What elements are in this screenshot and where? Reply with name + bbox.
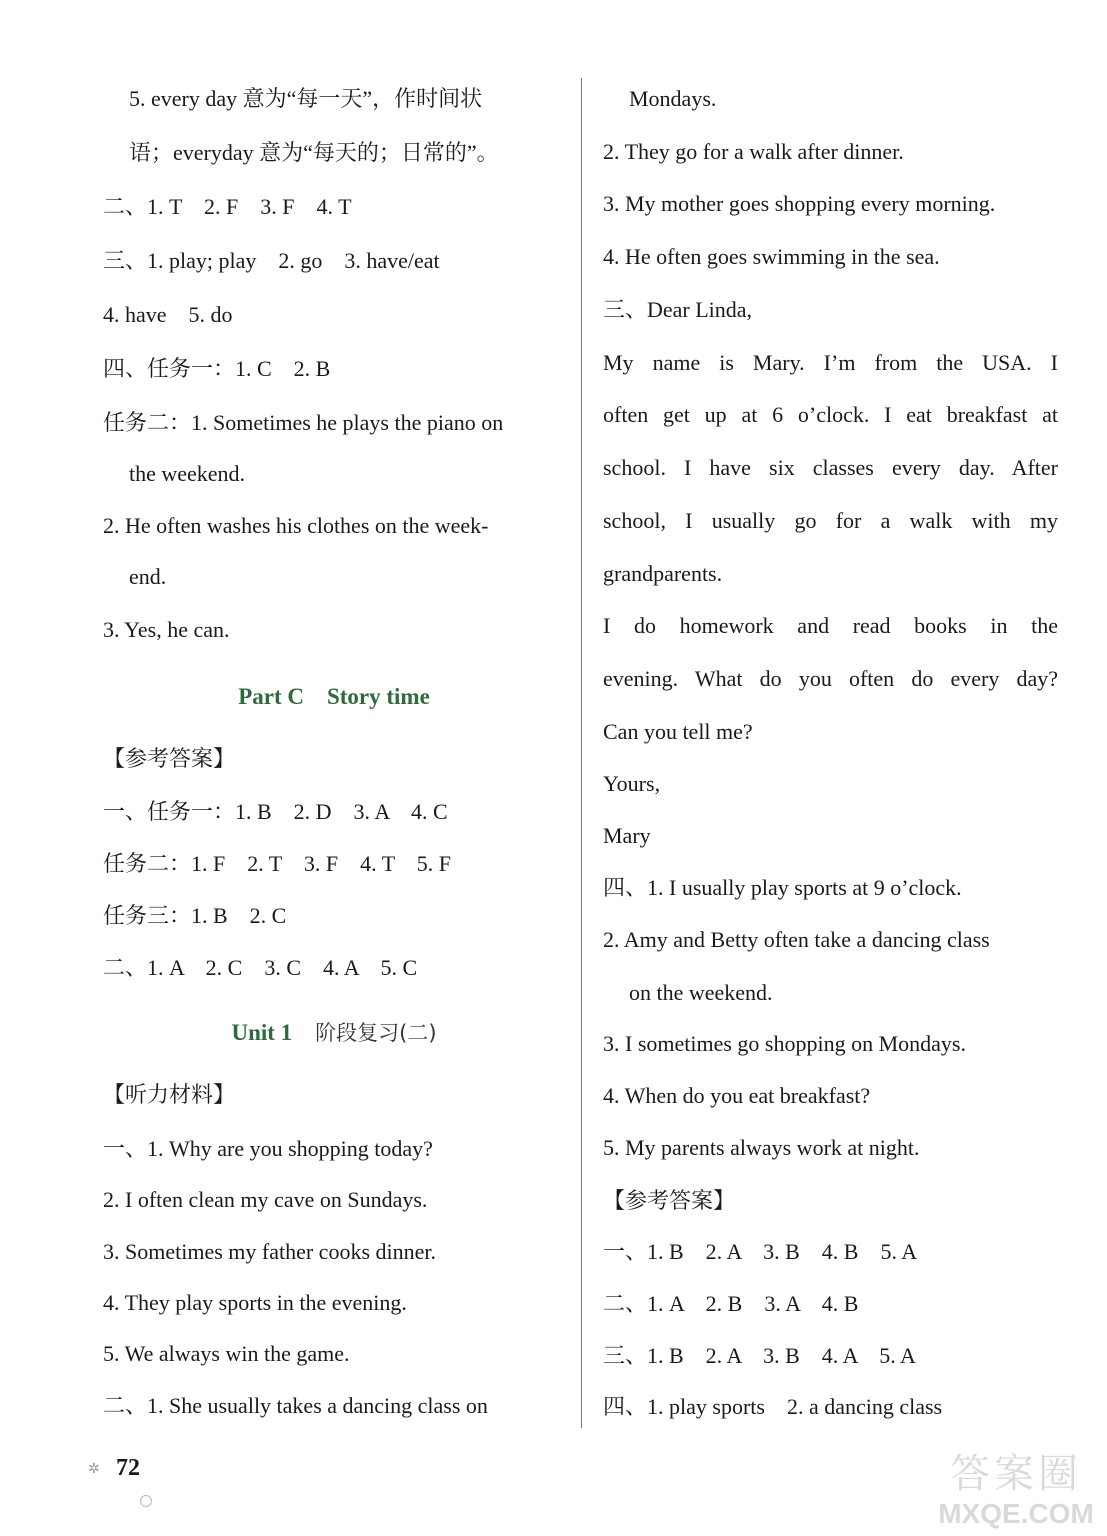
- answer-line: 二、1. A 2. B 3. A 4. B: [603, 1291, 859, 1316]
- section-title-part-c: Part C Story time: [238, 684, 430, 709]
- watermark-logo: [928, 1452, 1104, 1536]
- listening-line: 一、1. Why are you shopping today?: [103, 1136, 433, 1161]
- answer-line: 四、1. play sports 2. a dancing class: [603, 1394, 943, 1419]
- watermark-url: MXQE.COM: [938, 1498, 1094, 1529]
- answer-line: 5. My parents always work at night.: [603, 1135, 920, 1160]
- listening-line: 3. My mother goes shopping every morning.: [603, 191, 996, 216]
- reference-answers-heading: 【参考答案】: [103, 746, 236, 771]
- answer-line: 三、1. B 2. A 3. B 4. A 5. A: [603, 1343, 916, 1368]
- listening-line: 4. They play sports in the evening.: [103, 1290, 407, 1315]
- answer-line: 四、1. I usually play sports at 9 o’clock.: [603, 875, 962, 900]
- listening-line: 3. Sometimes my father cooks dinner.: [103, 1239, 436, 1264]
- column-divider: [581, 78, 582, 1428]
- listening-line: 5. We always win the game.: [103, 1341, 350, 1366]
- letter-line: grandparents.: [603, 561, 723, 586]
- answer-line: 2. He often washes his clothes on the week-: [103, 513, 489, 538]
- answer-line: 一、1. B 2. A 3. B 4. B 5. A: [603, 1239, 918, 1264]
- answer-line: 5. every day 意为“每一天”，作时间状: [129, 86, 483, 111]
- circle-ornament: [140, 1495, 152, 1507]
- section-title-unit: [103, 1018, 565, 1048]
- answer-line: 语；everyday 意为“每天的；日常的”。: [129, 140, 499, 165]
- letter-greeting: 三、Dear Linda,: [603, 297, 753, 322]
- page-number: 72: [116, 1455, 140, 1481]
- letter-closing: Yours,: [603, 771, 661, 796]
- letter-line: school. I have six classes every day. After: [603, 455, 1058, 480]
- answer-line: 二、1. A 2. C 3. C 4. A 5. C: [103, 955, 418, 980]
- answer-line: on the weekend.: [629, 980, 773, 1005]
- answer-line: 二、1. T 2. F 3. F 4. T: [103, 194, 352, 219]
- listening-line: 二、1. She usually takes a dancing class on: [103, 1393, 488, 1418]
- answer-line: 一、任务一：1. B 2. D 3. A 4. C: [103, 799, 448, 824]
- listening-line: 2. I often clean my cave on Sundays.: [103, 1187, 428, 1212]
- letter-line: school, I usually go for a walk with my: [603, 508, 1058, 533]
- unit-review-label: 阶段复习(二): [315, 1021, 437, 1045]
- letter-line: I do homework and read books in the: [603, 613, 1058, 638]
- answer-line: 任务三：1. B 2. C: [103, 903, 287, 928]
- answer-line: 3. Yes, he can.: [103, 617, 230, 642]
- answer-line: 4. When do you eat breakfast?: [603, 1083, 871, 1108]
- answer-line: the weekend.: [129, 461, 246, 486]
- reference-answers-heading: 【参考答案】: [603, 1188, 736, 1213]
- watermark-text: 答案圈: [950, 1451, 1082, 1497]
- answer-line: 2. Amy and Betty often take a dancing class: [603, 927, 990, 952]
- answer-line: 任务二：1. F 2. T 3. F 4. T 5. F: [103, 851, 451, 876]
- listening-line: 4. He often goes swimming in the sea.: [603, 244, 940, 269]
- answer-line: 3. I sometimes go shopping on Mondays.: [603, 1031, 966, 1056]
- answer-line: 任务二：1. Sometimes he plays the piano on: [103, 410, 504, 435]
- answer-line: 四、任务一：1. C 2. B: [103, 356, 331, 381]
- unit-label: Unit 1: [231, 1020, 293, 1045]
- star-icon: ✲: [88, 1461, 100, 1477]
- listening-line: 2. They go for a walk after dinner.: [603, 139, 904, 164]
- answer-line: 三、1. play; play 2. go 3. have/eat: [103, 248, 440, 273]
- letter-line: Can you tell me?: [603, 719, 753, 744]
- listening-line: Mondays.: [629, 86, 717, 111]
- listening-material-heading: 【听力材料】: [103, 1082, 236, 1107]
- answer-line: end.: [129, 564, 167, 589]
- letter-line: My name is Mary. I’m from the USA. I: [603, 350, 1058, 375]
- answer-line: 4. have 5. do: [103, 302, 233, 327]
- letter-line: evening. What do you often do every day?: [603, 666, 1058, 691]
- letter-line: often get up at 6 o’clock. I eat breakfast at: [603, 402, 1058, 427]
- letter-signature: Mary: [603, 823, 651, 848]
